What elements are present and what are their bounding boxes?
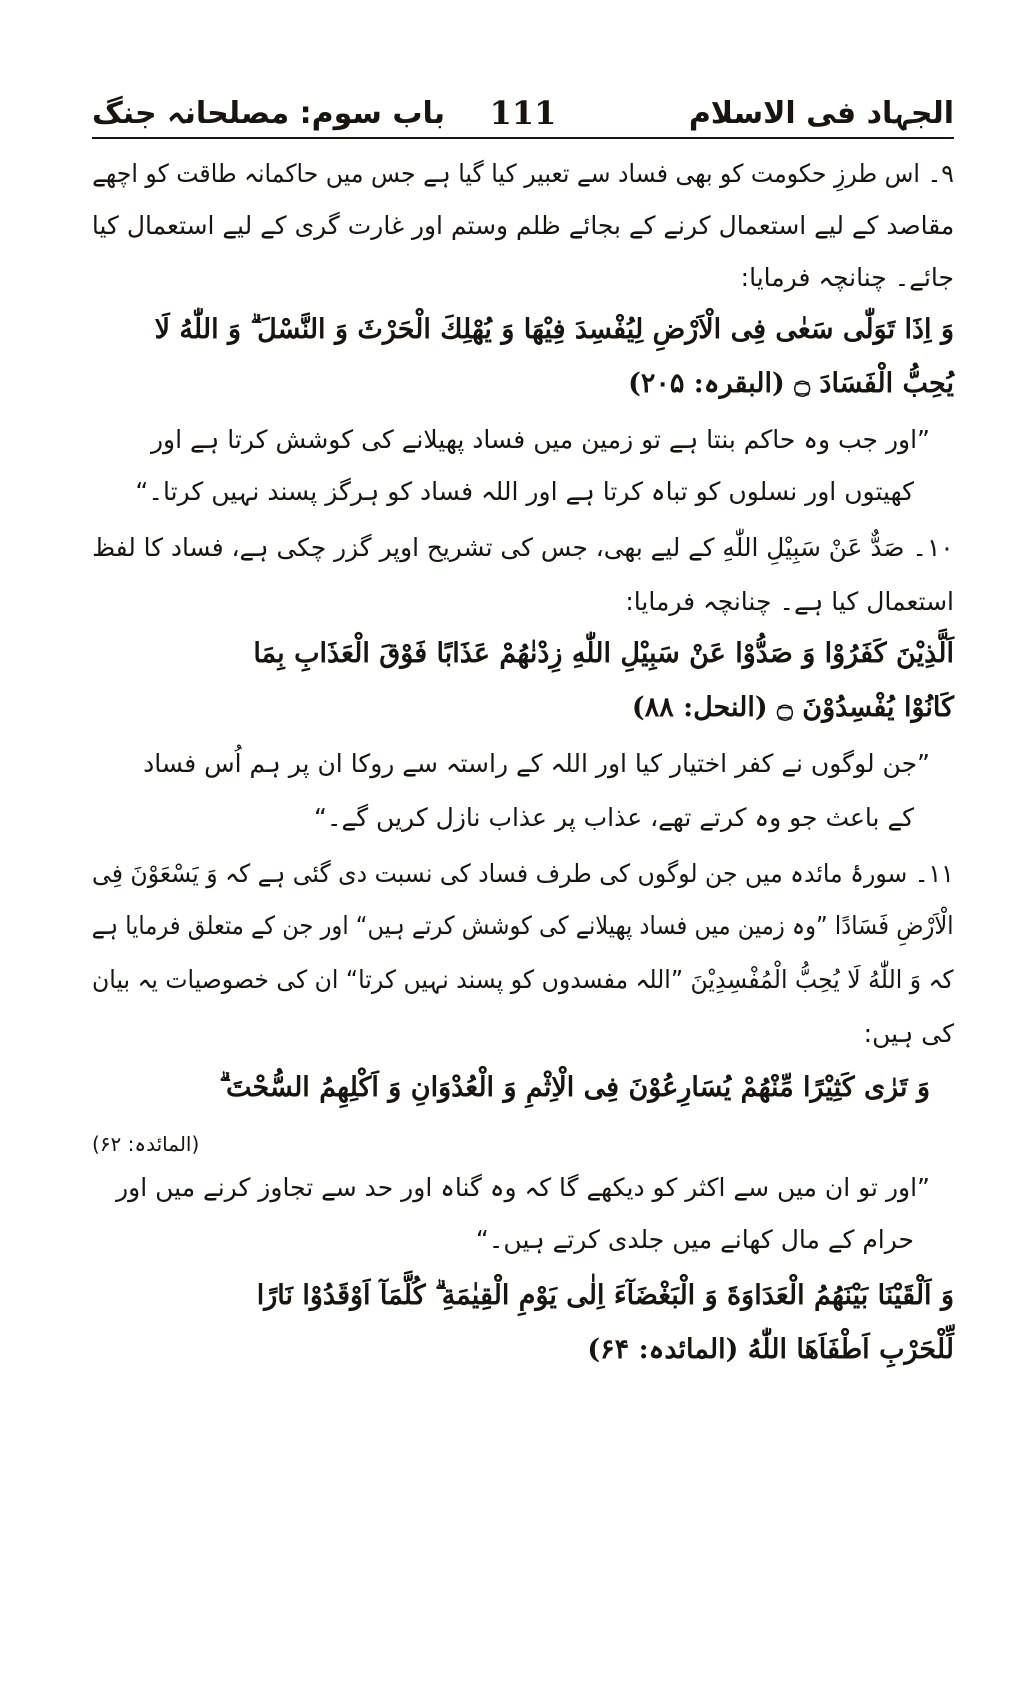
text-line: استعمال کیا ہے۔ چنانچہ فرمایا: <box>625 587 954 616</box>
text-line: ۹۔ اس طرزِ حکومت کو بھی فساد سے تعبیر کیا گیا ہے جس میں حاکمانہ طاقت کو اچھے <box>92 159 954 188</box>
text-line: الْاَرْضِ فَسَادًا ”وہ زمین میں فساد پھیلانے کی کوشش کرتے ہیں“ اور جن کے متعلق فرمایا ہے <box>92 911 954 940</box>
translation-line: ”اور تو ان میں سے اکثر کو دیکھے گا کہ وہ گناہ اور حد سے تجاوز کرنے میں اور <box>116 1173 930 1202</box>
quran-verse-line: يُحِبُّ الْفَسَادَ ۝ (البقرہ: ۲۰۵) <box>628 368 954 399</box>
quran-verse-line: وَ اَلْقَيْنَا بَيْنَهُمُ الْعَدَاوَةَ وَ الْبَغْضَآءَ اِلٰى يَوْمِ الْقِيٰمَةِ ۗ كُلَّمَآ اَوْقَدُوْا نَارًا <box>256 1280 954 1311</box>
text-line: کی ہیں: <box>863 1019 954 1048</box>
text-line: جائے۔ چنانچہ فرمایا: <box>740 263 954 292</box>
translation-line: کھیتوں اور نسلوں کو تباہ کرتا ہے اور اللہ فساد کو ہرگز پسند نہیں کرتا۔“ <box>135 477 914 506</box>
header-rule <box>92 137 954 139</box>
translation-line: ”اور جب وہ حاکم بنتا ہے تو زمین میں فساد پھیلانے کی کوشش کرتا ہے اور <box>150 425 930 454</box>
text-line: ۱۰۔ صَدٌّ عَنْ سَبِيْلِ اللّٰهِ کے لیے بھی، جس کی تشریح اوپر گزر چکی ہے، فساد کا لفظ <box>92 533 954 562</box>
text-line: کہ وَ اللّٰهُ لَا يُحِبُّ الْمُفْسِدِيْنَ ”اللہ مفسدوں کو پسند نہیں کرتا“ ان کی خصوصیات یہ بیان <box>92 965 954 994</box>
page-number: 111 <box>489 94 557 132</box>
translation-line: کے باعث جو وہ کرتے تھے، عذاب پر عذاب نازل کریں گے۔“ <box>313 803 914 832</box>
translation-line: ”جن لوگوں نے کفر اختیار کیا اور اللہ کے راستہ سے روکا ان پر ہم اُس فساد <box>143 749 930 778</box>
quran-verse-line: اَلَّذِيْنَ كَفَرُوْا وَ صَدُّوْا عَنْ سَبِيْلِ اللّٰهِ زِدْنٰهُمْ عَذَابًا فَوْقَ الْعَذَابِ بِمَا <box>253 638 954 669</box>
quran-verse-line: وَ تَرٰى كَثِيْرًا مِّنْهُمْ يُسَارِعُوْنَ فِى الْاِثْمِ وَ الْعُدْوَانِ وَ اَكْلِهِمُ السُّحْتَ ۗ <box>219 1072 930 1103</box>
book-title: الجہاد فی الاسلام <box>688 95 954 131</box>
translation-line: حرام کے مال کھانے میں جلدی کرتے ہیں۔“ <box>475 1225 914 1254</box>
quran-verse-line: وَ اِذَا تَوَلّٰى سَعٰى فِى الْاَرْضِ لِيُفْسِدَ فِيْهَا وَ يُهْلِكَ الْحَرْثَ وَ النَّسْلَ ۗ وَ اللّٰهُ لَا <box>154 314 954 345</box>
text-line: ۱۱۔ سورۂ مائدہ میں جن لوگوں کی طرف فساد کی نسبت دی گئی ہے کہ وَ يَسْعَوْنَ فِى <box>92 859 954 888</box>
verse-reference: (المائدہ: ۶۲) <box>92 1132 200 1156</box>
quran-verse-line: لِّلْحَرْبِ اَطْفَاَهَا اللّٰهُ (المائدہ: ۶۴) <box>587 1334 954 1365</box>
page-header <box>92 90 954 136</box>
chapter-title: باب سوم: مصلحانہ جنگ <box>92 95 445 131</box>
quran-verse-line: كَانُوْا يُفْسِدُوْنَ ۝ (النحل: ۸۸) <box>631 692 954 723</box>
text-line: مقاصد کے لیے استعمال کرنے کے بجائے ظلم وستم اور غارت گری کے لیے استعمال کیا <box>91 211 954 240</box>
